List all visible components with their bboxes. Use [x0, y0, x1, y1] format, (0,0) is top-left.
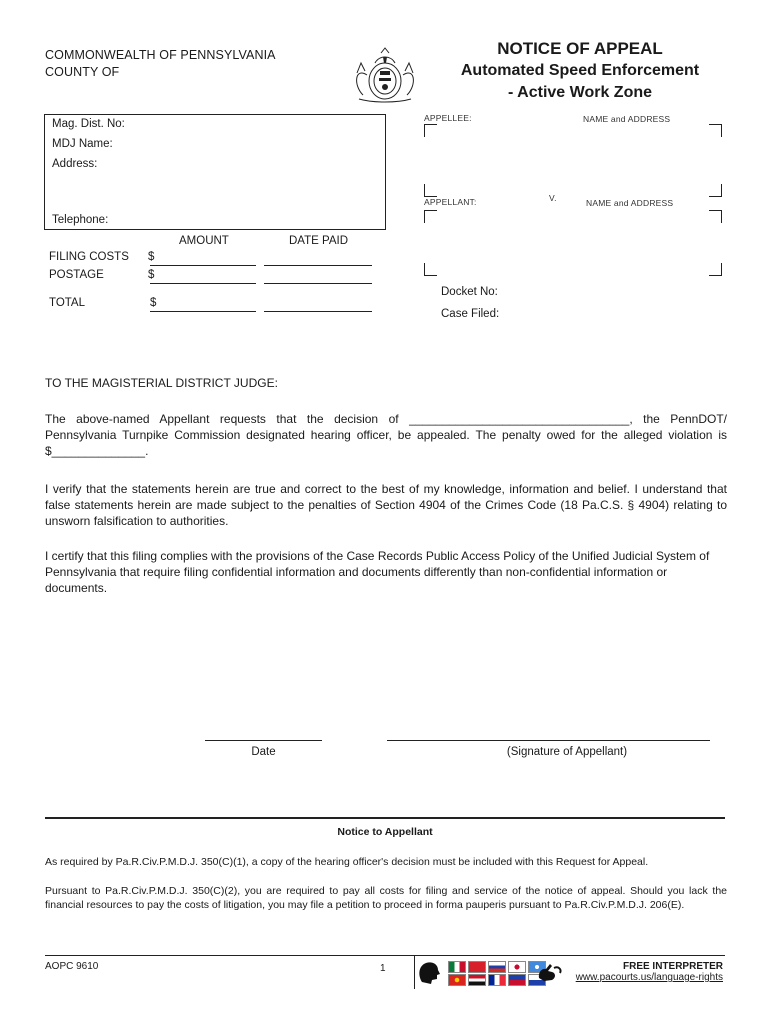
appeal-request-paragraph: The above-named Appellant requests that the decision of _________________________________, the PennDOT/ Pennsylvania Turnpike Commission designated hearing officer, be appealed. The penalty owed for the alleged violation is $______________. — [45, 412, 727, 458]
certification-paragraph: I certify that this filing complies with the provisions of the Case Records Public Access Policy of the Unified Judicial System of Pennsylvania that require filing confidential information and documents differently than non-confidential information or documents. — [45, 549, 710, 595]
notice-divider — [45, 817, 725, 819]
date-paid-header: DATE PAID — [289, 235, 348, 247]
filing-dollar-sign: $ — [148, 251, 155, 263]
page-number: 1 — [380, 963, 386, 974]
amount-header: AMOUNT — [179, 235, 229, 247]
appellee-bracket-br — [709, 184, 722, 197]
title-line-1: NOTICE OF APPEAL — [497, 39, 663, 58]
verification-paragraph: I verify that the statements herein are true and correct to the best of my knowledge, information and belief. I understand that false statements herein are made subject to the penalties of Section 4904 of the Crimes Code (18 Pa.C.S. § 4904) relating to unsworn falsification to authorities. — [45, 482, 727, 528]
postage-date-line[interactable] — [264, 283, 372, 284]
appellant-bracket-tl — [424, 210, 437, 223]
appellant-bracket-br — [709, 263, 722, 276]
telephone-label: Telephone: — [52, 214, 109, 226]
title-line-2: Automated Speed Enforcement — [460, 62, 700, 79]
notice-paragraph-2: Pursuant to Pa.R.Civ.P.M.D.J. 350(C)(2), you are required to pay all costs for filing and service of the notice of appeal. Should you lack the financial resources to pay the costs of litigation, you may file a petition to proceed in forma pauperis pursuant to Pa.R.Civ.P.M.D.J. 206(E). — [45, 885, 727, 911]
footer-divider — [45, 955, 725, 956]
mag-dist-label: Mag. Dist. No: — [52, 118, 125, 130]
signature-label: (Signature of Appellant) — [506, 746, 628, 758]
interpreter-head-icon — [416, 958, 444, 986]
total-date-line[interactable] — [264, 311, 372, 312]
total-amount-line[interactable] — [150, 311, 256, 312]
date-signature-line[interactable] — [205, 740, 322, 741]
korea-flag-icon — [508, 961, 526, 973]
docket-label: Docket No: — [441, 286, 498, 298]
filing-date-line[interactable] — [264, 265, 372, 266]
to-judge-heading: TO THE MAGISTERIAL DISTRICT JUDGE: — [45, 376, 278, 390]
notice-paragraph-1: As required by Pa.R.Civ.P.M.D.J. 350(C)(1), a copy of the hearing officer's decision must be included with this Request for Appeal. — [45, 856, 649, 868]
language-flags-row-2 — [448, 974, 546, 986]
total-label: TOTAL — [49, 297, 85, 309]
free-interpreter-label: FREE INTERPRETER — [622, 961, 723, 972]
case-filed-label: Case Filed: — [441, 308, 500, 320]
flag-icon — [508, 974, 526, 986]
postage-label: POSTAGE — [49, 269, 104, 281]
postage-amount-line[interactable] — [150, 283, 256, 284]
footer-separator — [414, 955, 415, 989]
language-flags-row-1 — [448, 961, 546, 973]
language-rights-link[interactable]: www.pacourts.us/language-rights — [575, 972, 723, 983]
russia-flag-icon — [488, 961, 506, 973]
form-id: AOPC 9610 — [45, 961, 99, 972]
form-title — [430, 38, 730, 104]
county-label: COUNTY OF — [45, 65, 120, 79]
mexico-flag-icon — [448, 961, 466, 973]
vietnam-flag-icon — [448, 974, 466, 986]
appellant-bracket-bl — [424, 263, 437, 276]
appellant-bracket-tr — [709, 210, 722, 223]
versus-label: V. — [549, 193, 557, 203]
total-dollar-sign: $ — [150, 297, 157, 309]
appellee-bracket-tr — [709, 124, 722, 137]
mdj-name-label: MDJ Name: — [52, 138, 113, 150]
address-label: Address: — [52, 158, 98, 170]
appellant-name-label: NAME and ADDRESS — [586, 198, 674, 208]
commonwealth-label: COMMONWEALTH OF PENNSYLVANIA — [45, 48, 276, 62]
appellant-label: APPELLANT: — [424, 197, 477, 207]
postage-dollar-sign: $ — [148, 269, 155, 281]
filing-costs-label: FILING COSTS — [49, 251, 129, 263]
notice-heading: Notice to Appellant — [337, 826, 433, 838]
appellee-bracket-bl — [424, 184, 437, 197]
iraq-flag-icon — [468, 974, 486, 986]
pennsylvania-seal-icon — [345, 45, 425, 105]
header-left — [45, 47, 276, 81]
china-flag-icon — [468, 961, 486, 973]
appellee-label: APPELLEE: — [424, 113, 472, 123]
appellee-name-label: NAME and ADDRESS — [583, 114, 671, 124]
appellant-signature-line[interactable] — [387, 740, 710, 741]
filing-amount-line[interactable] — [150, 265, 256, 266]
appellee-bracket-tl — [424, 124, 437, 137]
france-flag-icon — [488, 974, 506, 986]
date-label: Date — [251, 746, 276, 758]
title-line-3: - Active Work Zone — [507, 84, 653, 101]
